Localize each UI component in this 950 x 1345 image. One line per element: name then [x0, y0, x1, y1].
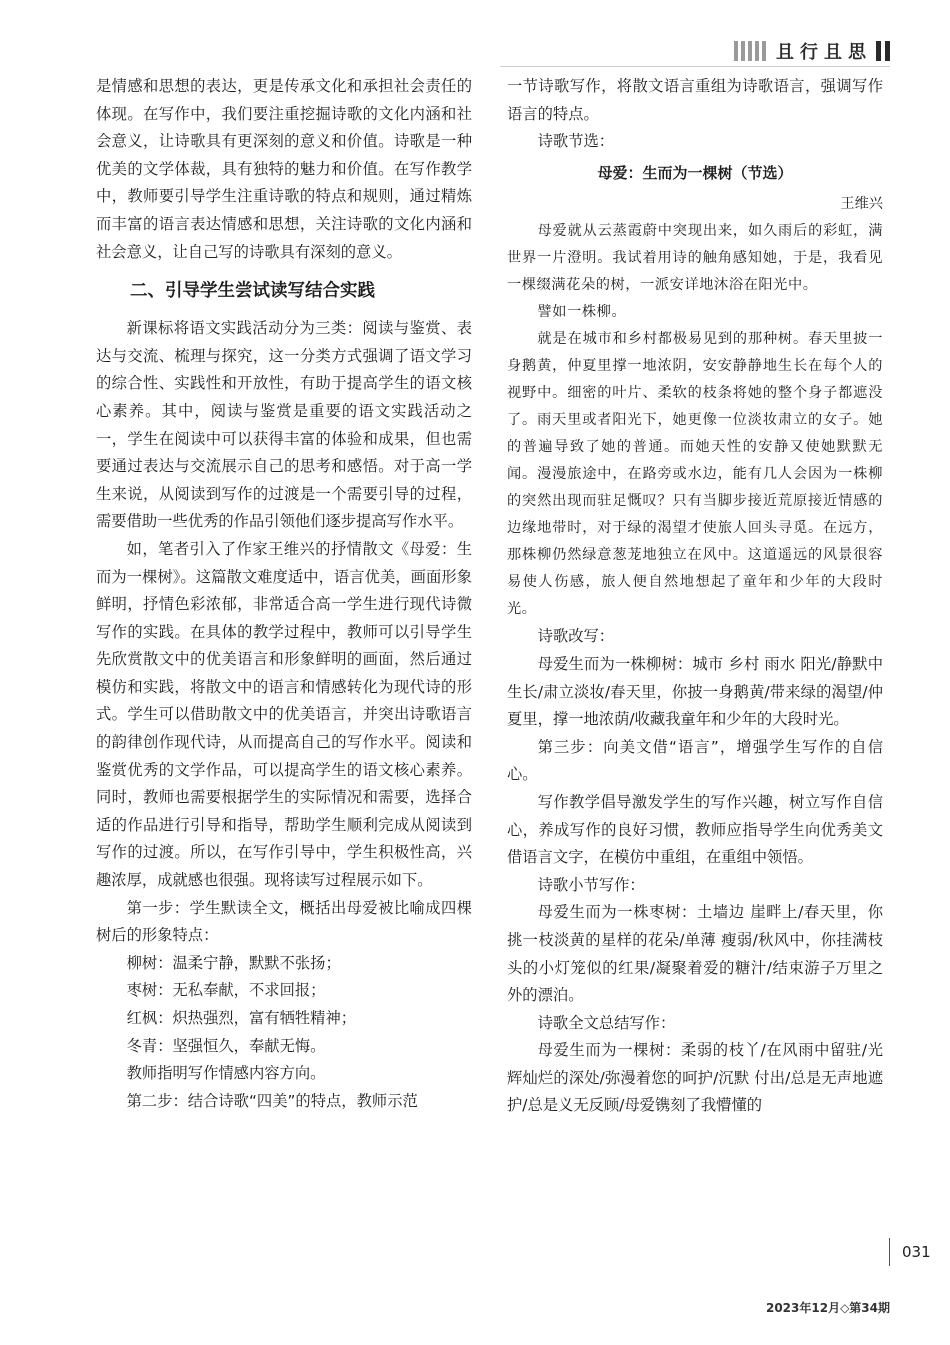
tree-trait: 枣树：无私奉献，不求回报； — [126, 981, 326, 1000]
header-rule — [500, 66, 890, 67]
section-title: 且行且思 — [776, 42, 872, 63]
paragraph: 一节诗歌写作，将散文语言重组为诗歌语言，强调写作语言的特点。 — [507, 77, 883, 123]
header-decoration-bars — [734, 41, 766, 61]
paragraph: 第二步：结合诗歌“四美”的特点，教师示范 — [126, 1091, 418, 1110]
page-number: 031 — [889, 1238, 950, 1266]
paragraph: 第一步：学生默读全文，概括出母爱被比喻成四棵树后的形象特点： — [96, 898, 472, 945]
paragraph: 写作教学倡导激发学生的写作兴趣，树立写作自信心，养成写作的良好习惯，教师应指导学生向优秀美文借语言文字，在模仿中重组，在重组中领悟。 — [507, 792, 883, 867]
label: 诗歌全文总结写作： — [537, 1013, 676, 1032]
tree-trait: 柳树：温柔宁静，默默不张扬； — [126, 953, 341, 972]
paragraph: 教师指明写作情感内容方向。 — [126, 1064, 326, 1083]
tree-trait: 冬青：坚强恒久，奉献无悔。 — [126, 1036, 326, 1055]
issue-info: 2023年12月◇第34期 — [765, 1301, 890, 1315]
section-heading: 二、引导学生尝试读写结合实践 — [130, 281, 375, 302]
section-header — [734, 38, 890, 64]
label: 诗歌改写： — [537, 627, 615, 646]
paragraph: 第三步：向美文借“语言”，增强学生写作的自信心。 — [507, 737, 883, 784]
paragraph: 是情感和思想的表达，更是传承文化和承担社会责任的体现。在写作中，我们要注重挖掘诗歌的文化内涵和社会意义，让诗歌具有更深刻的意义和价值。诗歌是一种优美的文学体裁，具有独特的魅力和价值。在写作教学中，教师要引导学生注重诗歌的特点和规则，通过精炼而丰富的语言表达情感和思想，关注诗歌的文化内涵和社会意义，让自己写的诗歌具有深刻的意义。 — [96, 77, 472, 261]
paragraph: 如，笔者引入了作家王维兴的抒情散文《母爱：生而为一棵树》。这篇散文难度适中，语言优美，画面形象鲜明，抒情色彩浓郁，非常适合高一学生进行现代诗微写作的实践。在具体的教学过程中，教师可以引导学生先欣赏散文中的优美语言和形象鲜明的画面，然后通过模仿和实践，将散文中的语言和情感转化为现代诗的形式。学生可以借助散文中的优美语言，并突出诗歌语言的韵律创作现代诗，从而提高自己的写作水平。阅读和鉴赏优秀的文学作品，可以提高学生的语文核心素养。同时，教师也需要根据学生的实际情况和需要，选择合适的作品进行引导和指导，帮助学生顺利完成从阅读到写作的过渡。所以，在写作引导中，学生积极性高，兴趣浓厚，成就感也很强。现将读写过程展示如下。 — [96, 539, 472, 890]
excerpt-author: 王维兴 — [840, 196, 883, 213]
tree-trait: 红枫：炽热强烈，富有牺牲精神； — [126, 1009, 357, 1027]
right-column — [507, 73, 883, 1120]
header-decoration-bars-dark — [876, 41, 890, 61]
label: 诗歌节选： — [537, 132, 615, 151]
label: 诗歌小节写作： — [537, 875, 645, 894]
poem-stanza: 母爱生而为一株枣树：土墙边 崖畔上/春天里，你挑一枝淡黄的星样的花朵/单薄 瘦弱/秋风中，你挂满枝头的小灯笼似的红果/凝聚着爱的糖汁/结束游子万里之外的漂泊。 — [507, 903, 883, 1005]
excerpt-paragraph: 母爱就从云蒸霞蔚中突现出来，如久雨后的彩虹，满世界一片澄明。我试着用诗的触角感知她，于是，我看见一棵缀满花朵的树，一派安详地沐浴在阳光中。 — [507, 223, 883, 294]
left-column — [96, 73, 472, 1115]
excerpt-paragraph: 就是在城市和乡村都极易见到的那种树。春天里披一身鹅黄，仲夏里撑一地浓阴，安安静静地生长在每个人的视野中。细密的叶片、柔软的枝条将她的整个身子都遮没了。雨天里或者阳光下，她更像一位淡妆肃立的女子。她的普遍导致了她的普通。而她天性的安静又使她默默无闻。漫漫旅途中，在路旁或水边，能有几人会因为一株柳的突然出现而驻足慨叹？只有当脚步接近荒原接近情感的边缘地带时，对于绿的渴望才使旅人回头寻觅。在远方，那株柳仍然绿意葱茏地独立在风中。这道遥远的风景很容易使人伤感，旅人便自然地想起了童年和少年的大段时光。 — [507, 331, 883, 618]
poem-full: 母爱生而为一棵树：柔弱的枝丫/在风雨中留驻/光辉灿烂的深处/弥漫着您的呵护/沉默 付出/总是无声地遮护/总是义无反顾/母爱镌刻了我懵懂的 — [507, 1041, 883, 1115]
excerpt-paragraph: 譬如一株柳。 — [537, 304, 627, 321]
excerpt-title: 母爱：生而为一棵树（节选） — [597, 163, 793, 182]
poem-rewrite: 母爱生而为一株柳树：城市 乡村 雨水 阳光/静默中生长/肃立淡妆/春天里，你披一身鹅黄/带来绿的渴望/仲夏里，撑一地浓荫/收藏我童年和少年的大段时光。 — [507, 654, 883, 729]
paragraph: 新课标将语文实践活动分为三类：阅读与鉴赏、表达与交流、梳理与探究，这一分类方式强调了语文学习的综合性、实践性和开放性，有助于提高学生的语文核心素养。其中，阅读与鉴赏是重要的语文实践活动之一，学生在阅读中可以获得丰富的体验和成果，但也需要通过表达与交流展示自己的思考和感悟。对于高一学生来说，从阅读到写作的过渡是一个需要引导的过程，需要借助一些优秀的作品引领他们逐步提高写作水平。 — [96, 319, 472, 531]
